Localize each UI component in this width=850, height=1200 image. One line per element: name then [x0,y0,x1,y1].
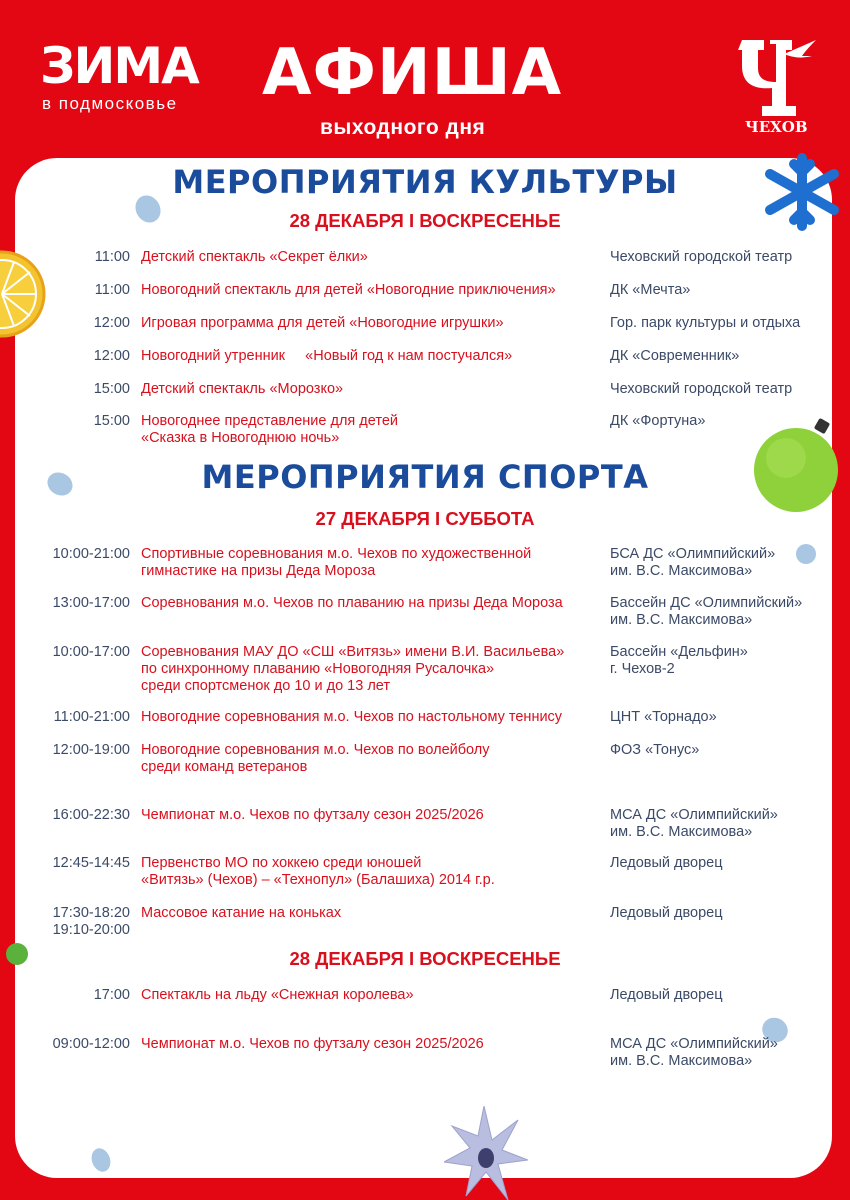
event-time: 17:30-18:20 19:10-20:00 [52,905,130,938]
event-name: Спектакль на льду «Снежная королева» [141,987,414,1003]
event-venue: Гор. парк культуры и отдыха [610,315,801,331]
event-time: 12:45-14:45 [52,855,130,871]
event-time: 10:00-17:00 [52,644,130,660]
star-ornament-icon [444,1106,528,1200]
event-time: 10:00-21:00 [52,546,130,562]
event-name: Новогодние соревнования м.о. Чехов по настольному теннису [141,709,563,725]
event-name: Новогоднее представление для детей «Сказка в Новогоднюю ночь» [141,413,398,446]
event-time: 13:00-17:00 [52,595,130,611]
event-name: Новогодний утренник «Новый год к нам постучался» [141,348,513,364]
event-name: Соревнования МАУ ДО «СШ «Витязь» имени В.И. Васильева» по синхронному плаванию «Новогодняя Русалочка» среди спортсменок до 10 и до 13 лет [141,644,565,694]
brand-logo-zima: ЗИМА [40,37,198,95]
event-venue: Бассейн ДС «Олимпийский» им. В.С. Максимова» [610,595,803,628]
date-heading-sport-sunday: 28 ДЕКАБРЯ I ВОСКРЕСЕНЬЕ [289,948,561,969]
event-venue: ДК «Фортуна» [610,413,706,429]
event-venue: ДК «Современник» [610,348,740,364]
event-venue: МСА ДС «Олимпийский» им. В.С. Максимова» [610,807,778,840]
date-heading-culture: 28 ДЕКАБРЯ I ВОСКРЕСЕНЬЕ [289,210,561,231]
event-name: Детский спектакль «Секрет ёлки» [141,249,368,265]
event-venue: Чеховский городской театр [610,249,793,265]
chekhov-logo-icon [738,36,820,118]
event-name: Новогодний спектакль для детей «Новогодние приключения» [141,282,556,298]
event-venue: ЦНТ «Торнадо» [610,709,717,725]
event-name: Детский спектакль «Морозко» [141,381,344,397]
event-time: 12:00-19:00 [52,742,130,758]
event-venue: ДК «Мечта» [610,282,691,298]
page-title: АФИША [262,36,563,110]
event-name: Чемпионат м.о. Чехов по футзалу сезон 2025/2026 [141,1036,484,1052]
event-venue: ФОЗ «Тонус» [610,742,700,758]
event-time: 16:00-22:30 [52,807,130,823]
event-time: 12:00 [93,348,130,364]
event-venue: МСА ДС «Олимпийский» им. В.С. Максимова» [610,1036,778,1069]
date-heading-sport-saturday: 27 ДЕКАБРЯ I СУББОТА [315,508,535,529]
logo-text: ЧЕХОВ [745,118,808,136]
event-venue: Ледовый дворец [610,987,723,1003]
event-time: 11:00-21:00 [53,709,130,725]
brand-subtitle: в подмосковье [42,94,178,113]
event-venue: Ледовый дворец [610,855,723,871]
event-name: Первенство МО по хоккею среди юношей «Витязь» (Чехов) – «Технопул» (Балашиха) 2014 г.р. [141,855,495,888]
event-name: Массовое катание на коньках [141,905,342,921]
event-name: Соревнования м.о. Чехов по плаванию на призы Деда Мороза [141,595,563,611]
event-time: 15:00 [93,381,130,397]
event-time: 15:00 [93,413,130,429]
section-title-culture: МЕРОПРИЯТИЯ КУЛЬТУРЫ [172,163,678,201]
event-name: Игровая программа для детей «Новогодние игрушки» [141,315,504,331]
event-time: 12:00 [93,315,130,331]
event-time: 09:00-12:00 [52,1036,130,1052]
event-name: Спортивные соревнования м.о. Чехов по художественной гимнастике на призы Деда Мороза [141,546,532,579]
event-time: 17:00 [93,987,130,1003]
event-venue: Чеховский городской театр [610,381,793,397]
event-time: 11:00 [94,249,130,265]
event-time: 11:00 [94,282,130,298]
event-venue: Бассейн «Дельфин» г. Чехов-2 [610,644,748,677]
section-title-sport: МЕРОПРИЯТИЯ СПОРТА [201,458,649,496]
event-venue: БСА ДС «Олимпийский» им. В.С. Максимова» [610,546,776,579]
event-name: Новогодние соревнования м.о. Чехов по волейболу среди команд ветеранов [141,742,490,775]
event-name: Чемпионат м.о. Чехов по футзалу сезон 2025/2026 [141,807,484,823]
page-subtitle: выходного дня [320,116,486,139]
event-venue: Ледовый дворец [610,905,723,921]
